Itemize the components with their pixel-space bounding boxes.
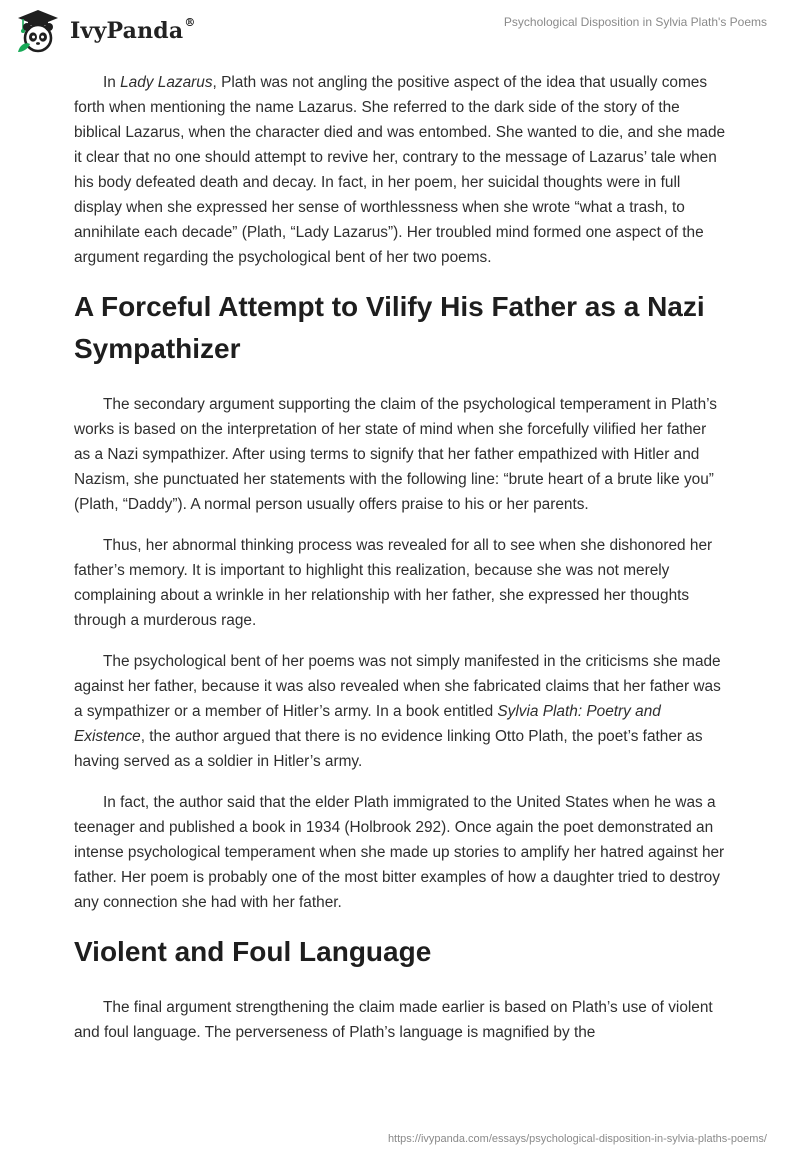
poem-title: Lady Lazarus	[120, 74, 213, 91]
paragraph-elder-plath: In fact, the author said that the elder Plath immigrated to the United States when he was a teenager and published a book in 1934 (Holbrook 292). Once again the poet demonstrated an intense psychological temperament when she made up stories to amplify her hatred against her father. Her poem is probably one of the most bitter examples of how a daughter tried to destroy any connection she had with her father.	[74, 794, 725, 911]
paragraph-final-argument: The final argument strengthening the claim made earlier is based on Plath’s use of violent and foul language. The perverseness of Plath’s language is magnified by the	[74, 999, 713, 1041]
essay-body	[74, 70, 726, 1061]
ivypanda-logo[interactable]	[14, 8, 196, 54]
paragraph-fabricated-claims: The psychological bent of her poems was not simply manifested in the criticisms she made against her father, because it was also revealed when she fabricated claims that her father was a sympathizer or a member of Hitler’s army. In a book entitled Sylvia Plath: Poetry and Existence, the author argued that there is no evidence linking Otto Plath, the poet’s father as having served as a soldier in Hitler’s army.	[74, 653, 721, 770]
page-header	[0, 0, 800, 60]
book-title: Sylvia Plath: Poetry and Existence	[74, 703, 661, 745]
paragraph-secondary-argument: The secondary argument supporting the claim of the psychological temperament in Plath’s works is based on the interpretation of her state of mind when she forcefully vilified her father as a Nazi sympathizer. After using terms to signify that her father empathized with Hitler and Nazism, she punctuated her statements with the following line: “brute heart of a brute like you” (Plath, “Daddy”). A normal person usually offers praise to his or her parents.	[74, 396, 717, 513]
brand-name: IvyPanda®	[70, 16, 196, 44]
source-url[interactable]: https://ivypanda.com/essays/psychological-disposition-in-sylvia-plaths-poems/	[387, 1133, 767, 1145]
section-heading-nazi-sympathizer: A Forceful Attempt to Vilify His Father as a Nazi Sympathizer	[74, 291, 705, 364]
paragraph-abnormal-thinking: Thus, her abnormal thinking process was revealed for all to see when she dishonored her father’s memory. It is important to highlight this realization, because she was not merely complaining about a wrinkle in her relationship with her father, she expressed her thoughts through a murderous rage.	[74, 537, 713, 629]
panda-graduate-icon	[14, 8, 62, 54]
document-title: Psychological Disposition in Sylvia Plath's Poems	[503, 15, 767, 29]
section-heading-violent-language: Violent and Foul Language	[74, 936, 432, 967]
paragraph-lady-lazarus: In Lady Lazarus, Plath was not angling the positive aspect of the idea that usually comes forth when mentioning the name Lazarus. She referred to the dark side of the story of the biblical Lazarus, when the character died and was entombed. She wanted to die, and she made it clear that no one should attempt to revive her, contrary to the message of Lazarus’ tale when his body defeated death and decay. In fact, in her poem, her suicidal thoughts were in full display when she expressed her sense of worthlessness when she wrote “what a trash, to annihilate each decade” (Plath, “Lady Lazarus”). Her troubled mind formed one aspect of the argument regarding the psychological bent of her two poems.	[74, 74, 726, 266]
